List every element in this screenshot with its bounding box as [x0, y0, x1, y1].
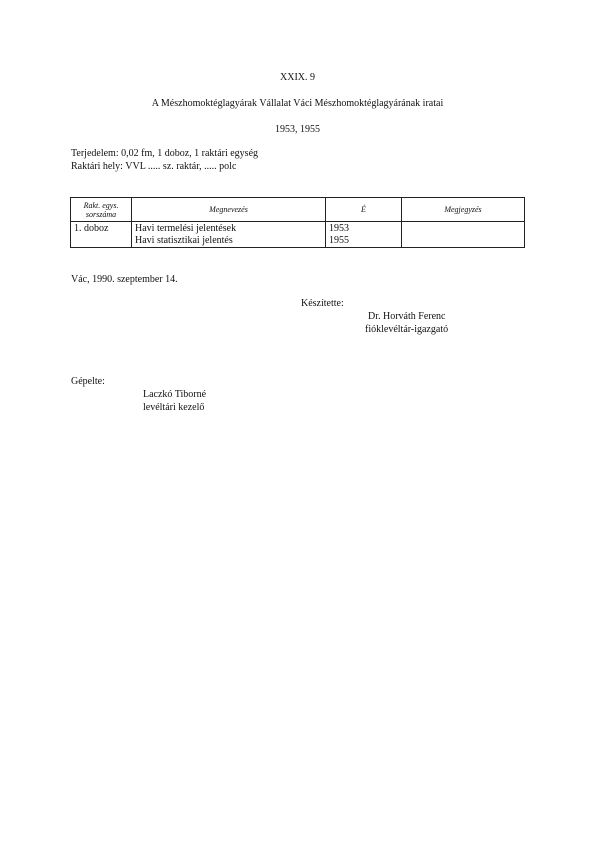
cell-item: Havi statisztikai jelentés: [135, 235, 233, 246]
header-unit-number: [71, 198, 132, 222]
header-unit-line2: sorszáma: [85, 209, 117, 219]
fonds-code: XXIX. 9: [280, 72, 315, 83]
table-row: [71, 222, 525, 248]
cell-unit: 1. doboz: [71, 222, 132, 248]
fonds-title: A Mészhomoktéglagyárak Vállalat Váci Mészhomoktéglagyárának iratai: [151, 98, 444, 109]
cell-items: [132, 222, 326, 248]
inventory-table: [70, 197, 525, 248]
preparer-title: fióklevéltár-igazgató: [365, 324, 449, 335]
cell-year: 1955: [329, 235, 349, 246]
prepared-by-label: Készítette:: [301, 298, 344, 309]
typist-name: Laczkó Tiborné: [143, 389, 207, 400]
header-name: Megnevezés: [132, 198, 326, 222]
extent-line: Terjedelem: 0,02 fm, 1 doboz, 1 raktári egység: [71, 148, 259, 159]
table-header-row: [71, 198, 525, 222]
cell-years: [326, 222, 402, 248]
fonds-years: 1953, 1955: [275, 124, 320, 135]
header-year: É: [326, 198, 402, 222]
preparer-name: Dr. Horváth Ferenc: [368, 311, 446, 322]
place-date: Vác, 1990. szeptember 14.: [71, 274, 178, 285]
header-note: Megjegyzés: [402, 198, 525, 222]
header-unit-line1: Rakt. egys.: [83, 200, 119, 210]
storage-location-line: Raktári hely: VVL ..... sz. raktár, ..... polc: [71, 161, 237, 172]
typist-title: levéltári kezelő: [143, 402, 205, 413]
cell-note: [402, 222, 525, 248]
cell-year: 1953: [329, 223, 349, 234]
typed-by-label: Gépelte:: [71, 376, 105, 387]
cell-item: Havi termelési jelentések: [135, 223, 237, 234]
